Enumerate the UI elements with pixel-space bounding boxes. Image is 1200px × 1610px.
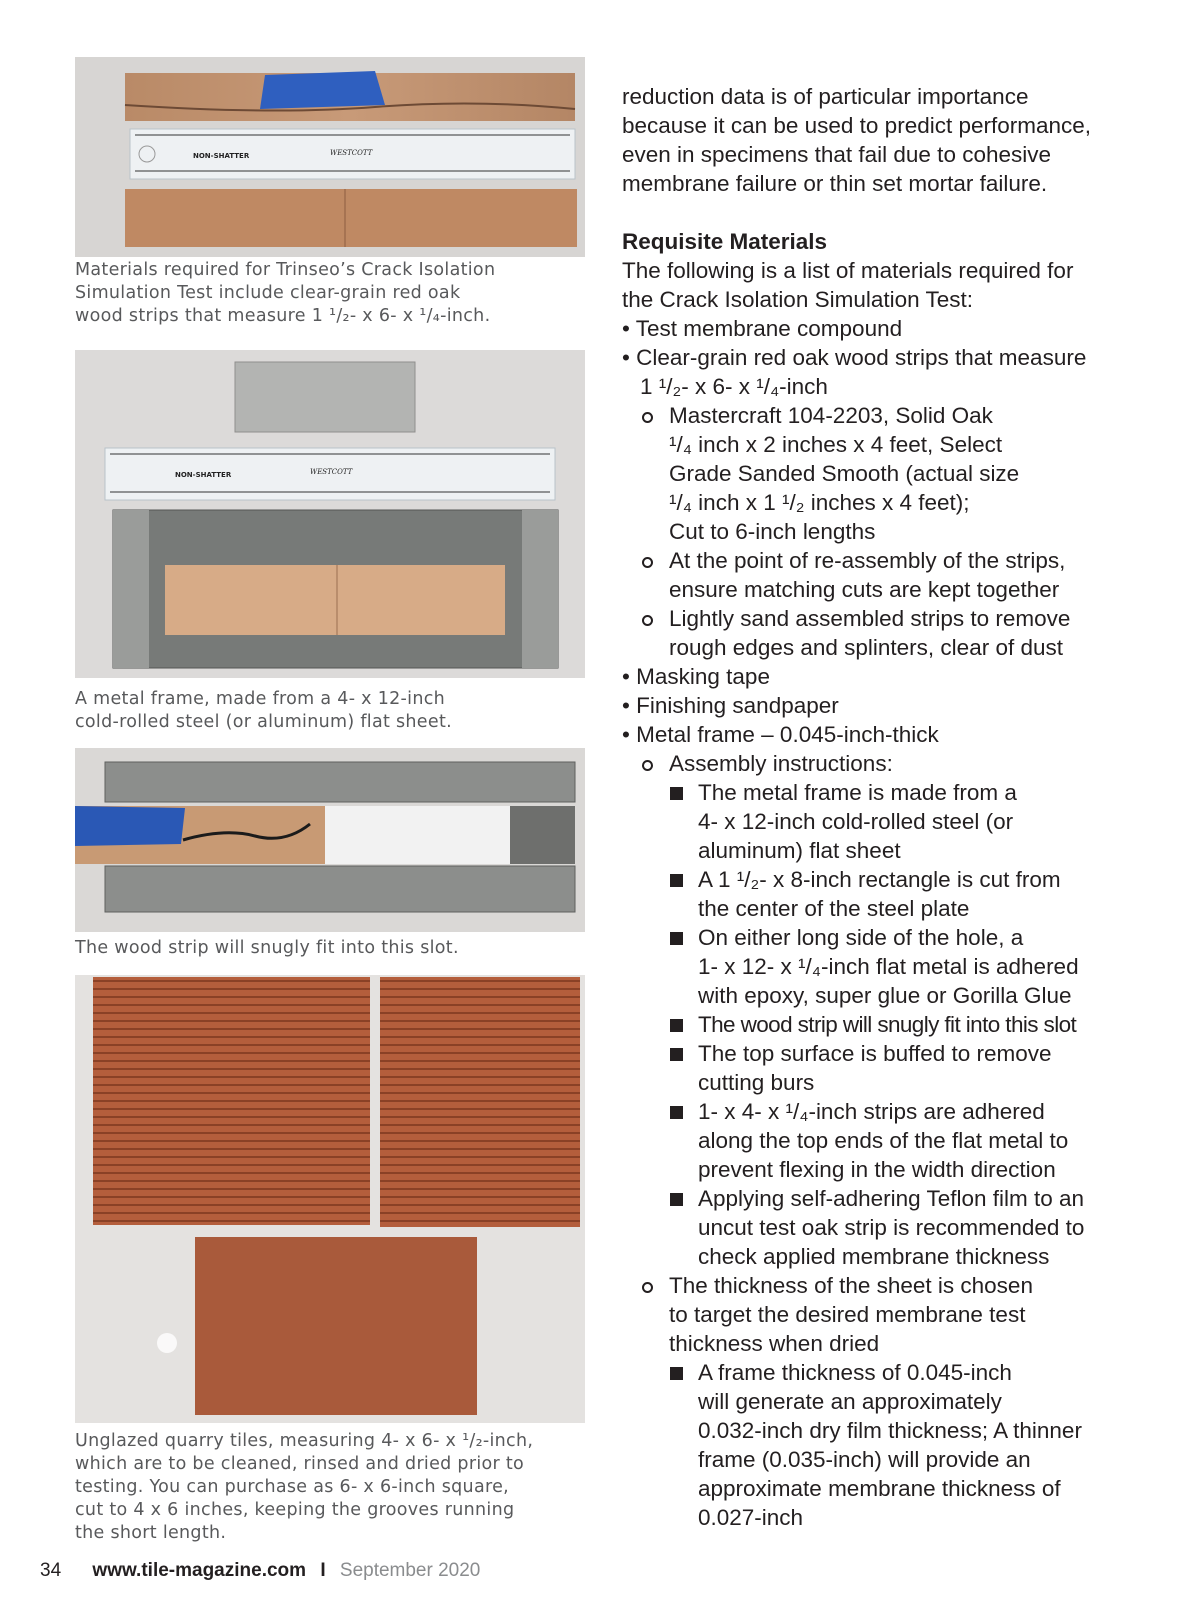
slot-image	[75, 748, 585, 932]
square-item: The metal frame is made from a	[622, 778, 1192, 807]
lead-line: The following is a list of materials required for	[622, 258, 1074, 283]
sub-assembly: Assembly instructions:	[622, 749, 1192, 778]
square-item: The wood strip will snugly fit into this slot	[622, 1010, 1192, 1039]
square-item-cont: cutting burs	[698, 1070, 815, 1095]
square-item-cont: prevent flexing in the width direction	[698, 1157, 1056, 1182]
square-bullet-icon	[670, 874, 683, 887]
bullet-oak-strips: • Clear-grain red oak wood strips that measure	[622, 345, 1087, 370]
square-item-cont: 0.032-inch dry film thickness; A thinner	[698, 1418, 1082, 1443]
caption-line: cut to 4 x 6 inches, keeping the grooves running	[75, 1500, 515, 1520]
square-item: The top surface is buffed to remove	[622, 1039, 1192, 1068]
photo-slot	[75, 748, 585, 932]
lead-line: the Crack Isolation Simulation Test:	[622, 287, 974, 312]
square-bullet-icon	[670, 787, 683, 800]
square-bullet-icon	[670, 1048, 683, 1061]
bullet-sandpaper: • Finishing sandpaper	[622, 693, 839, 718]
page-number: 34	[40, 1560, 62, 1581]
ruler-brand-text: NON-SHATTER	[193, 152, 250, 160]
square-item: A frame thickness of 0.045-inch	[622, 1358, 1192, 1387]
square-bullet-icon	[670, 1367, 683, 1380]
caption-line: the short length.	[75, 1523, 227, 1543]
bullet-masking-tape: • Masking tape	[622, 664, 770, 689]
sub-mastercraft: Mastercraft 104-2203, Solid Oak	[622, 401, 1192, 430]
square-item-cont: 1- x 12- x ¹/₄-inch flat metal is adhered	[698, 954, 1079, 979]
ruler-maker-text: WESTCOTT	[310, 468, 353, 476]
square-item-cont: along the top ends of the flat metal to	[698, 1128, 1069, 1153]
caption-line: A metal frame, made from a 4- x 12-inch	[75, 689, 446, 709]
intro-line: reduction data is of particular importance	[622, 84, 1029, 109]
square-item-cont: approximate membrane thickness of	[698, 1476, 1061, 1501]
square-item: A 1 ¹/₂- x 8-inch rectangle is cut from	[622, 865, 1192, 894]
square-item: 1- x 4- x ¹/₄-inch strips are adhered	[622, 1097, 1192, 1126]
square-bullet-icon	[670, 1019, 683, 1032]
intro-line: because it can be used to predict performance,	[622, 113, 1092, 138]
caption-line: Unglazed quarry tiles, measuring 4- x 6- x ¹/₂-inch,	[75, 1431, 534, 1451]
sub-mastercraft-cont: ¹/₄ inch x 1 ¹/₂ inches x 4 feet);	[669, 490, 970, 515]
issue-date: September 2020	[339, 1560, 481, 1581]
sub-sand: Lightly sand assembled strips to remove	[622, 604, 1192, 633]
square-item-cont: 4- x 12-inch cold-rolled steel (or	[698, 809, 1014, 834]
ruler-maker-text: WESTCOTT	[330, 149, 373, 157]
square-item-cont: check applied membrane thickness	[698, 1244, 1050, 1269]
article-column	[622, 82, 1192, 1532]
square-item: On either long side of the hole, a	[622, 923, 1192, 952]
square-item-cont: frame (0.035-inch) will provide an	[698, 1447, 1031, 1472]
circle-bullet-icon	[642, 412, 653, 423]
square-item: Applying self-adhering Teflon film to an	[622, 1184, 1192, 1213]
section-heading: Requisite Materials	[622, 229, 828, 254]
caption-line: wood strips that measure 1 ¹/₂- x 6- x ¹/₄-inch.	[75, 306, 491, 326]
caption-line: which are to be cleaned, rinsed and dried prior to	[75, 1454, 525, 1474]
caption-slot	[75, 937, 595, 960]
caption-line: Simulation Test include clear-grain red oak	[75, 283, 461, 303]
sub-thickness-cont: thickness when dried	[669, 1331, 880, 1356]
photo-quarry-tiles	[75, 975, 585, 1423]
square-bullet-icon	[670, 1193, 683, 1206]
caption-oak-strips	[75, 259, 595, 328]
square-item-cont: uncut test oak strip is recommended to	[698, 1215, 1085, 1240]
sub-sand-cont: rough edges and splinters, clear of dust	[669, 635, 1063, 660]
square-bullet-icon	[670, 932, 683, 945]
footer-separator: I	[320, 1560, 326, 1581]
sub-mastercraft-cont: Cut to 6-inch lengths	[669, 519, 876, 544]
square-item-cont: with epoxy, super glue or Gorilla Glue	[698, 983, 1072, 1008]
square-item-cont: the center of the steel plate	[698, 896, 970, 921]
square-item-cont: aluminum) flat sheet	[698, 838, 901, 863]
sub-reassembly: At the point of re-assembly of the strips,	[622, 546, 1192, 575]
square-item-cont: will generate an approximately	[698, 1389, 1002, 1414]
bullet-membrane: • Test membrane compound	[622, 316, 903, 341]
photo-oak-strips	[75, 57, 585, 257]
intro-line: membrane failure or thin set mortar failure.	[622, 171, 1048, 196]
sub-mastercraft-cont: Grade Sanded Smooth (actual size	[669, 461, 1020, 486]
caption-line: The wood strip will snugly fit into this slot.	[75, 938, 459, 958]
page-footer	[40, 1560, 480, 1582]
caption-line: testing. You can purchase as 6- x 6-inch square,	[75, 1477, 510, 1497]
caption-line: Materials required for Trinseo’s Crack Isolation	[75, 260, 496, 280]
quarry-tiles-image	[75, 975, 585, 1423]
intro-line: even in specimens that fail due to cohesive	[622, 142, 1052, 167]
ruler-brand-text: NON-SHATTER	[175, 471, 232, 479]
circle-bullet-icon	[642, 760, 653, 771]
square-bullet-icon	[670, 1106, 683, 1119]
circle-bullet-icon	[642, 557, 653, 568]
square-item-cont: 0.027-inch	[698, 1505, 804, 1530]
caption-quarry-tiles	[75, 1430, 595, 1545]
sub-mastercraft-cont: ¹/₄ inch x 2 inches x 4 feet, Select	[669, 432, 1003, 457]
metal-frame-image	[75, 350, 585, 678]
bullet-oak-strips-cont: 1 ¹/₂- x 6- x ¹/₄-inch	[640, 374, 828, 399]
sub-thickness: The thickness of the sheet is chosen	[622, 1271, 1192, 1300]
circle-bullet-icon	[642, 615, 653, 626]
sub-reassembly-cont: ensure matching cuts are kept together	[669, 577, 1060, 602]
caption-metal-frame	[75, 688, 595, 734]
circle-bullet-icon	[642, 1282, 653, 1293]
sub-thickness-cont: to target the desired membrane test	[669, 1302, 1026, 1327]
site-url[interactable]: www.tile-magazine.com	[92, 1560, 307, 1581]
oak-strips-image	[75, 57, 585, 257]
bullet-metal-frame: • Metal frame – 0.045-inch-thick	[622, 722, 939, 747]
caption-line: cold-rolled steel (or aluminum) flat sheet.	[75, 712, 452, 732]
photo-metal-frame	[75, 350, 585, 678]
